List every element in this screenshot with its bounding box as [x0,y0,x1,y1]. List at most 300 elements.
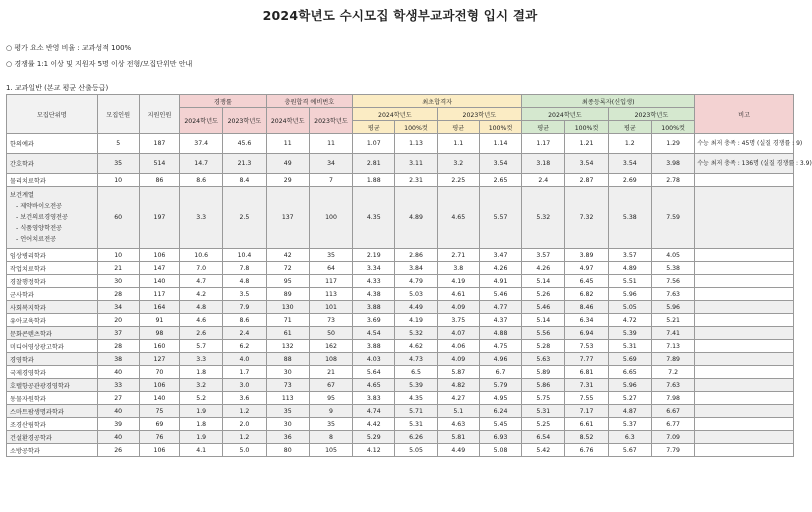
cell-w23: 105 [309,444,352,457]
cell-e24a: 2.4 [522,174,565,187]
unit-name-text: 스마트팜생명과학과 [10,408,64,416]
cell-w23: 8 [309,431,352,444]
cell-w24: 113 [266,392,309,405]
cell-remark [695,288,794,301]
cell-f24c: 4.35 [395,392,437,405]
cell-e23a: 5.38 [608,187,651,249]
table-header [7,95,794,134]
cell-remark: 수능 최저 충족 : 45명 (실질 경쟁률 : 9) [695,134,794,154]
cell-remark [695,340,794,353]
cell-w24: 88 [266,353,309,366]
table-row [7,174,794,187]
header-final-2024-avg: 평균 [522,121,565,134]
health-subunit: - 언어치료전공 [16,236,57,243]
page-title: 2024학년도 수시모집 학생부교과전형 입시 결과 [262,8,538,23]
cell-f23a: 4.06 [437,340,479,353]
unit-name-text: 소방공학과 [10,447,40,455]
cell-e23a: 5.69 [608,353,651,366]
cell-w23: 50 [309,327,352,340]
table-row [7,249,794,262]
cell-e24a: 5.63 [522,353,565,366]
table-row [7,301,794,314]
cell-r23: 1.2 [223,431,266,444]
cell-remark [695,187,794,249]
cell-e23a: 5.96 [608,379,651,392]
cell-r24: 4.6 [180,314,223,327]
header-final: 최종등록자(신입생) [522,95,695,108]
cell-e24c: 7.32 [565,187,608,249]
cell-f23c: 4.75 [479,340,521,353]
cell-f23a: 5.81 [437,431,479,444]
cell-e23c: 7.98 [651,392,694,405]
cell-e23c: 6.77 [651,418,694,431]
cell-e23c: 2.78 [651,174,694,187]
cell-w24: 35 [266,405,309,418]
cell-quota: 40 [97,366,139,379]
cell-f24a: 4.35 [353,187,395,249]
cell-w23: 95 [309,392,352,405]
header-final-2023-avg: 평균 [608,121,651,134]
cell-f23a: 2.71 [437,249,479,262]
cell-remark [695,444,794,457]
table-row [7,154,794,174]
unit-name-text: 조경산림학과 [10,421,46,429]
table-body [7,134,812,457]
cell-applicants: 86 [139,174,179,187]
cell-quota: 33 [97,379,139,392]
cell-e23c: 7.41 [651,327,694,340]
cell-f23a: 3.8 [437,262,479,275]
cell-f23c: 4.96 [479,353,521,366]
results-table [6,94,812,457]
cell-r24: 3.3 [180,187,223,249]
cell-quota: 28 [97,340,139,353]
cell-r24: 4.2 [180,288,223,301]
cell-r24: 4.1 [180,444,223,457]
cell-f24c: 5.39 [395,379,437,392]
cell-r23: 21.3 [223,154,266,174]
cell-e24a: 5.14 [522,314,565,327]
cell-f24a: 2.19 [353,249,395,262]
cell-f24c: 5.32 [395,327,437,340]
cell-w23: 21 [309,366,352,379]
cell-f23c: 6.7 [479,366,521,379]
cell-w24: 80 [266,444,309,457]
cell-applicants: 197 [139,187,179,249]
note-criteria: ○ 경쟁률 1:1 이상 및 지원자 5명 이상 전형/모집단위만 안내 [6,60,193,68]
cell-r24: 8.6 [180,174,223,187]
cell-r23: 7.8 [223,262,266,275]
cell-w24: 30 [266,418,309,431]
cell-remark [695,418,794,431]
unit-name [7,288,98,301]
cell-w24: 73 [266,379,309,392]
header-rate-2023: 2023학년도 [223,108,266,134]
cell-quota: 26 [97,444,139,457]
cell-e24c: 8.46 [565,301,608,314]
cell-e23a: 4.89 [608,262,651,275]
cell-f24c: 2.86 [395,249,437,262]
cell-f24c: 6.26 [395,431,437,444]
cell-w23: 117 [309,275,352,288]
cell-f23a: 4.09 [437,301,479,314]
cell-r24: 1.9 [180,431,223,444]
cell-f24a: 3.83 [353,392,395,405]
cell-e24a: 5.86 [522,379,565,392]
header-remark: 비고 [695,95,794,134]
cell-w24: 30 [266,366,309,379]
cell-e24c: 3.89 [565,249,608,262]
cell-r23: 3.0 [223,379,266,392]
cell-e23a: 6.65 [608,366,651,379]
cell-f23c: 4.77 [479,301,521,314]
cell-r24: 1.8 [180,366,223,379]
cell-e24a: 5.46 [522,301,565,314]
cell-r23: 7.9 [223,301,266,314]
cell-e23c: 7.63 [651,379,694,392]
section-title: 1. 교과일반 (본교 평균 산출등급) [6,84,109,92]
cell-f24a: 1.07 [353,134,395,154]
cell-w24: 42 [266,249,309,262]
cell-f24a: 4.65 [353,379,395,392]
cell-w23: 9 [309,405,352,418]
cell-f23a: 4.19 [437,275,479,288]
cell-r23: 4.0 [223,353,266,366]
cell-e23a: 4.72 [608,314,651,327]
cell-f24a: 3.88 [353,301,395,314]
header-first-2024: 2024학년도 [353,108,438,121]
header-first: 최초합격자 [353,95,522,108]
cell-e24a: 5.14 [522,275,565,288]
cell-r23: 2.4 [223,327,266,340]
cell-applicants: 70 [139,366,179,379]
cell-remark [695,392,794,405]
cell-e24c: 1.21 [565,134,608,154]
cell-e23a: 3.57 [608,249,651,262]
cell-r24: 4.7 [180,275,223,288]
unit-name [7,353,98,366]
cell-f23a: 4.49 [437,444,479,457]
cell-e24a: 5.89 [522,366,565,379]
cell-quota: 35 [97,154,139,174]
cell-e24c: 6.34 [565,314,608,327]
cell-w24: 36 [266,431,309,444]
cell-applicants: 160 [139,340,179,353]
cell-r23: 8.6 [223,314,266,327]
cell-quota: 37 [97,327,139,340]
cell-e24c: 6.45 [565,275,608,288]
cell-f23c: 1.14 [479,134,521,154]
cell-e24a: 5.25 [522,418,565,431]
cell-e24c: 4.97 [565,262,608,275]
header-quota: 모집인원 [97,95,139,134]
cell-r23: 4.8 [223,275,266,288]
unit-name [7,249,98,262]
cell-e23c: 7.13 [651,340,694,353]
cell-r24: 37.4 [180,134,223,154]
unit-name-text: 건설환경공학과 [10,434,52,442]
cell-e23c: 7.2 [651,366,694,379]
cell-e23a: 5.39 [608,327,651,340]
cell-quota: 30 [97,275,139,288]
header-applicants: 지원인원 [139,95,179,134]
cell-f23a: 4.27 [437,392,479,405]
unit-name [7,314,98,327]
unit-name [7,444,98,457]
cell-applicants: 140 [139,392,179,405]
header-rate-2024: 2024학년도 [180,108,223,134]
cell-e23a: 5.27 [608,392,651,405]
cell-w24: 61 [266,327,309,340]
cell-w24: 11 [266,134,309,154]
unit-name [7,187,98,249]
cell-r24: 1.8 [180,418,223,431]
cell-w23: 108 [309,353,352,366]
unit-name-text: 경영학과 [10,356,34,364]
cell-w24: 49 [266,154,309,174]
table-row [7,262,794,275]
cell-quota: 40 [97,431,139,444]
table-row [7,327,794,340]
cell-w24: 71 [266,314,309,327]
cell-applicants: 75 [139,405,179,418]
cell-e23c: 3.98 [651,154,694,174]
cell-f24c: 5.31 [395,418,437,431]
cell-f24c: 1.13 [395,134,437,154]
unit-name-text: 사회복지학과 [10,304,46,312]
cell-e24a: 6.54 [522,431,565,444]
cell-f24a: 4.12 [353,444,395,457]
header-first-2024-avg: 평균 [353,121,395,134]
cell-f24a: 4.38 [353,288,395,301]
unit-name [7,262,98,275]
cell-f23c: 4.95 [479,392,521,405]
unit-name-text: 국제경영학과 [10,369,46,377]
cell-e23c: 4.05 [651,249,694,262]
header-unit: 모집단위명 [7,95,98,134]
cell-e24c: 7.17 [565,405,608,418]
cell-remark [695,327,794,340]
cell-w23: 100 [309,187,352,249]
cell-e24a: 5.26 [522,288,565,301]
cell-e23a: 4.87 [608,405,651,418]
cell-r24: 3.3 [180,353,223,366]
cell-e23a: 1.2 [608,134,651,154]
cell-f24a: 4.42 [353,418,395,431]
cell-quota: 34 [97,301,139,314]
header-first-2024-cut: 100%컷 [395,121,437,134]
table-row [7,340,794,353]
cell-e23a: 5.37 [608,418,651,431]
cell-f24c: 5.03 [395,288,437,301]
health-subunit: - 식품영양학전공 [16,225,63,232]
cell-quota: 27 [97,392,139,405]
cell-f24c: 4.89 [395,187,437,249]
cell-f24c: 4.49 [395,301,437,314]
cell-w23: 35 [309,249,352,262]
cell-e24c: 8.52 [565,431,608,444]
cell-r23: 2.5 [223,187,266,249]
cell-f23c: 4.37 [479,314,521,327]
cell-e23c: 7.63 [651,288,694,301]
cell-w23: 101 [309,301,352,314]
table-row [7,366,794,379]
cell-w24: 29 [266,174,309,187]
cell-e23a: 5.31 [608,340,651,353]
table-row [7,288,794,301]
cell-e24c: 7.31 [565,379,608,392]
table-row [7,405,794,418]
cell-w23: 73 [309,314,352,327]
unit-name-text: 물리치료학과 [10,177,46,185]
cell-f24c: 4.73 [395,353,437,366]
unit-name-text: 호텔항공관광경영학과 [10,382,70,390]
health-subunit: - 제약바이오전공 [16,203,63,210]
cell-e24a: 5.42 [522,444,565,457]
cell-f24c: 4.79 [395,275,437,288]
cell-quota: 21 [97,262,139,275]
cell-e24c: 7.77 [565,353,608,366]
cell-remark [695,431,794,444]
cell-f24c: 5.71 [395,405,437,418]
cell-f24c: 4.19 [395,314,437,327]
header-waitlist-2023: 2023학년도 [309,108,352,134]
cell-r23: 1.7 [223,366,266,379]
cell-r23: 2.0 [223,418,266,431]
cell-w24: 72 [266,262,309,275]
cell-applicants: 106 [139,249,179,262]
cell-f24c: 3.11 [395,154,437,174]
unit-name [7,366,98,379]
table-row [7,392,794,405]
table-row [7,275,794,288]
cell-e24c: 3.54 [565,154,608,174]
header-final-2023: 2023학년도 [608,108,695,121]
cell-e24c: 6.76 [565,444,608,457]
cell-f23c: 6.24 [479,405,521,418]
cell-e23c: 5.21 [651,314,694,327]
cell-quota: 5 [97,134,139,154]
cell-f24a: 5.29 [353,431,395,444]
note-ratio: ○ 평가 요소 반영 비율 : 교과성적 100% [6,44,132,52]
cell-r24: 4.8 [180,301,223,314]
cell-f23c: 6.93 [479,431,521,444]
cell-f23c: 5.57 [479,187,521,249]
unit-name-text: 한의예과 [10,141,34,148]
cell-f23a: 4.07 [437,327,479,340]
cell-remark [695,275,794,288]
cell-applicants: 91 [139,314,179,327]
unit-name [7,154,98,174]
unit-name-text: 임상병리학과 [10,252,46,260]
cell-f23c: 5.45 [479,418,521,431]
cell-e24a: 5.56 [522,327,565,340]
cell-w24: 137 [266,187,309,249]
cell-e23c: 6.67 [651,405,694,418]
unit-name-text: 동물자원학과 [10,395,46,403]
cell-f24a: 4.33 [353,275,395,288]
cell-quota: 39 [97,418,139,431]
cell-quota: 28 [97,288,139,301]
cell-f23a: 2.25 [437,174,479,187]
unit-name [7,340,98,353]
cell-w23: 7 [309,174,352,187]
cell-f24c: 6.5 [395,366,437,379]
cell-f24c: 5.05 [395,444,437,457]
cell-e23c: 7.56 [651,275,694,288]
cell-f23c: 4.91 [479,275,521,288]
cell-remark [695,262,794,275]
cell-quota: 20 [97,314,139,327]
table-row [7,134,794,154]
cell-f23a: 5.87 [437,366,479,379]
cell-r23: 6.2 [223,340,266,353]
cell-r24: 5.2 [180,392,223,405]
cell-r24: 5.7 [180,340,223,353]
table-row [7,431,794,444]
unit-name-text: 경찰행정학과 [10,278,46,286]
cell-f23a: 4.61 [437,288,479,301]
unit-name [7,379,98,392]
cell-r24: 1.9 [180,405,223,418]
health-subunit: - 보건의료경영전공 [16,214,69,221]
cell-f24a: 2.81 [353,154,395,174]
cell-applicants: 98 [139,327,179,340]
cell-w23: 35 [309,418,352,431]
cell-remark [695,174,794,187]
cell-f23a: 4.65 [437,187,479,249]
table-row [7,418,794,431]
cell-r24: 7.0 [180,262,223,275]
cell-e24c: 6.94 [565,327,608,340]
header-final-2024: 2024학년도 [522,108,609,121]
cell-remark [695,249,794,262]
cell-e23a: 3.54 [608,154,651,174]
cell-e23a: 5.96 [608,288,651,301]
cell-quota: 40 [97,405,139,418]
header-first-2023-avg: 평균 [437,121,479,134]
table-row [7,187,794,249]
notes [6,40,192,72]
unit-name-text: 문화콘텐츠학과 [10,330,52,338]
header-first-2023-cut: 100%컷 [479,121,521,134]
cell-applicants: 106 [139,379,179,392]
cell-e23a: 5.05 [608,301,651,314]
cell-applicants: 514 [139,154,179,174]
cell-e23a: 5.51 [608,275,651,288]
cell-r23: 5.0 [223,444,266,457]
unit-name [7,275,98,288]
cell-w24: 95 [266,275,309,288]
cell-f23c: 5.79 [479,379,521,392]
cell-remark [695,301,794,314]
cell-f24a: 5.64 [353,366,395,379]
unit-name [7,405,98,418]
cell-e24a: 4.26 [522,262,565,275]
header-first-2023: 2023학년도 [437,108,522,121]
cell-r24: 10.6 [180,249,223,262]
cell-r23: 1.2 [223,405,266,418]
cell-e23c: 7.09 [651,431,694,444]
table-row [7,379,794,392]
table-row [7,353,794,366]
cell-remark [695,353,794,366]
cell-e24a: 5.31 [522,405,565,418]
cell-f23c: 5.46 [479,288,521,301]
cell-r23: 3.5 [223,288,266,301]
cell-f23c: 5.08 [479,444,521,457]
cell-w23: 113 [309,288,352,301]
